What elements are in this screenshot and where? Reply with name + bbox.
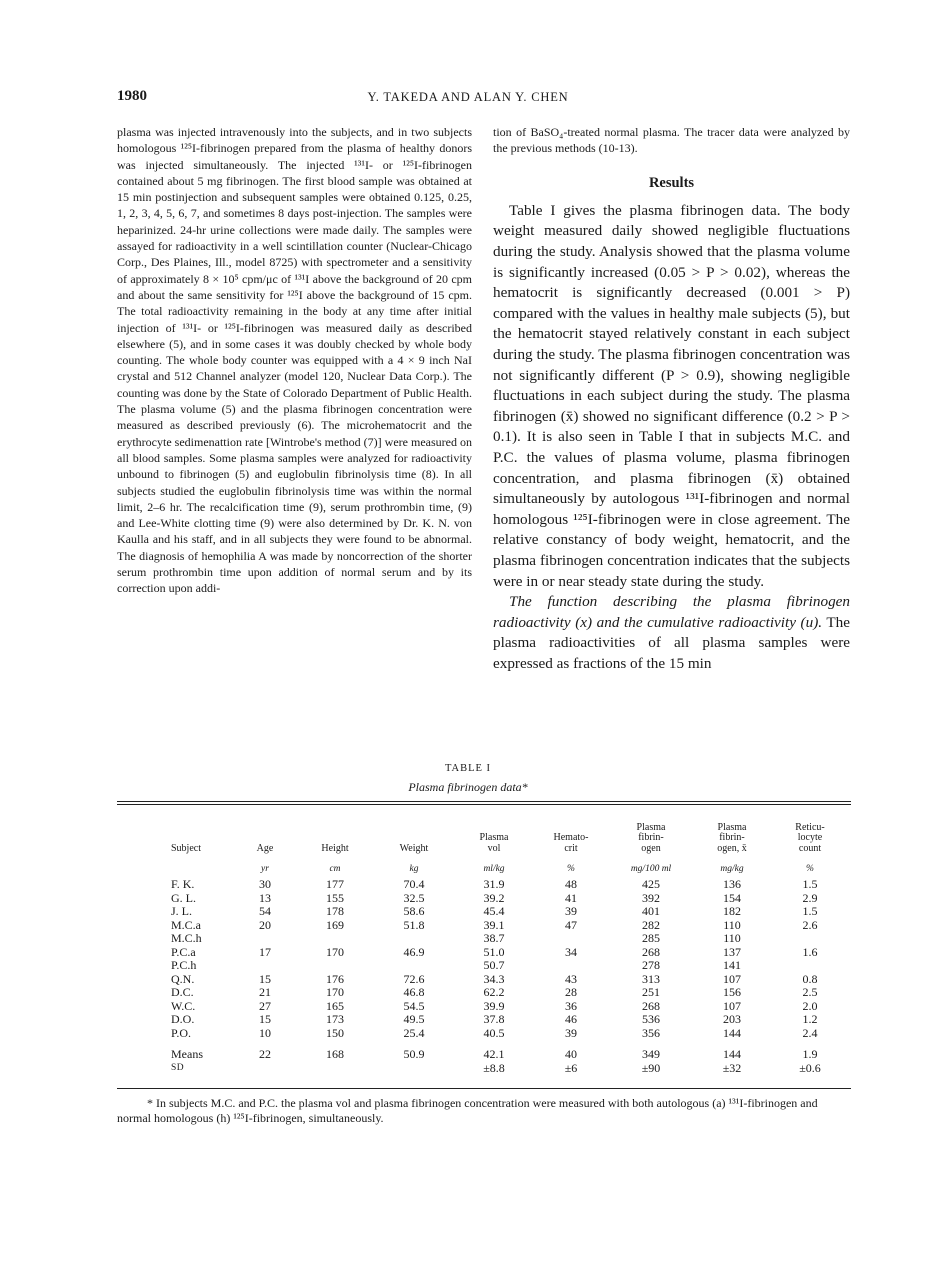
table-cell: 2.6	[802, 917, 818, 932]
plasma-fibrinogen-table	[117, 812, 851, 1075]
column-header-line: Plasma	[717, 821, 747, 833]
table-cell: 313	[642, 971, 660, 986]
units-row	[117, 854, 851, 878]
column-header-line: Weight	[399, 842, 429, 854]
table-cell: ±8.8	[483, 1060, 505, 1075]
table-cell: 41	[565, 890, 577, 905]
table-cell: Means	[171, 1047, 203, 1061]
column-header-line: vol	[487, 842, 501, 854]
table-top-rule	[117, 801, 851, 802]
column-header-line: Reticu-	[795, 821, 825, 833]
table-cell: ±90	[641, 1060, 661, 1075]
table-cell: 168	[326, 1047, 344, 1061]
table-cell: 39.9	[483, 998, 505, 1013]
table-row	[117, 959, 851, 973]
column-header-line: Age	[256, 842, 274, 854]
table-cell	[535, 932, 607, 946]
table-cell: 144	[723, 1047, 741, 1061]
table-cell: 356	[642, 1025, 660, 1040]
table-cell: 13	[259, 890, 271, 905]
table-cell	[375, 932, 453, 946]
table-cell: 137	[723, 944, 741, 959]
table-cell: 178	[326, 904, 344, 918]
sd-row	[117, 1062, 851, 1076]
table-cell	[295, 932, 375, 946]
right-column	[493, 124, 850, 675]
table-cell: 48	[565, 877, 577, 891]
table-cell: 37.8	[483, 1012, 505, 1026]
table-cell	[235, 1062, 295, 1076]
table-cell: 2.4	[802, 1025, 818, 1040]
table-cell: kg	[409, 863, 419, 874]
table-cell: 27	[259, 998, 271, 1013]
table-cell: 1.5	[802, 877, 818, 891]
column-header-line: fibrin-	[638, 832, 664, 843]
table-cell: 401	[642, 904, 660, 918]
paragraph-text: The plasma radioactivities of all plasma samples were expressed as fractions of the 15 min	[493, 613, 850, 672]
table-cell: 10	[259, 1025, 271, 1040]
left-paragraph: plasma was injected intravenously into the subjects, and in two subjects homologous ¹²⁵I-fibrinogen prepared from the plasma of healthy donors was injected simultaneously. The injected ¹³¹I- or ¹²⁵I-fibrinogen contained about 5 mg fibrinogen. The first blood sample was obtained at 15 min postinjection and subsequent samples were obtained 0.125, 0.25, 1, 2, 3, 4, 5, 6, 7, and sometimes 8 days post-injection. The samples were heparinized. 24-hr urine collections were made daily. The samples were assayed for radioactivity in a well scintillation counter (Nuclear-Chicago Corp., Des Plaines, Ill., model 8725) with spectrometer and a sensitivity of approximately 8 × 10⁵ cpm/μc of ¹³¹I above the background of 20 cpm and about the same sensitivity for ¹²⁵I above the background of 15 cpm. The total radioactivity remaining in the body at any time after initial injection of ¹³¹I- or ¹²⁵I-fibrinogen was measured daily as described elsewhere (5), and in some cases it was doubly checked by whole body counting. The whole body counter was equipped with a 4 × 9 inch NaI crystal and 512 Channel analyzer (model 120, Nuclear Data Corp.). The counting was done by the State of Colorado Department of Public Health. The plasma volume (5) and the plasma fibrinogen concentration were measured as described previously (6). The microhematocrit and the erythrocyte sedimenattion rate [Wintrobe's method (7)] were measured on all blood samples. Some plasma samples were analyzed for radioactivity unbound to fibrinogen (5) and euglobulin fibrinolysis time (8). In all subjects studied the euglobulin fibrinolysis time was within the normal limit, 2–6 hr. The recalcification time (9), serum prothrombin time, (9) and Lee-White clotting time (9) were also determined by Dr. K. N. von Kaulla and his staff, and in all subjects they were found to be abnormal. The diagnosis of hemophilia A was made by noncorrection of the shorter serum prothrombin time upon addition of normal serum and by its correction upon addi-	[117, 125, 472, 596]
column-header	[295, 812, 375, 854]
column-header-line: ogen, x̄	[717, 842, 747, 854]
table-cell: 51.0	[483, 944, 505, 959]
column-header-line: locyte	[797, 832, 823, 843]
table-cell: 173	[326, 1012, 344, 1026]
table-cell: 28	[565, 985, 577, 999]
table-cell: 536	[642, 1012, 660, 1026]
table-cell: 2.0	[802, 998, 818, 1013]
table-cell: 154	[723, 890, 741, 905]
section-title-results: Results	[648, 174, 695, 191]
table-cell: 34.3	[483, 971, 505, 986]
table-cell: ±0.6	[799, 1060, 821, 1075]
table-cell: 170	[326, 944, 344, 959]
table-cell: 47	[565, 917, 577, 932]
table-cell: D.C.	[171, 985, 194, 999]
table-row	[117, 932, 851, 946]
table-cell: 2.5	[802, 985, 818, 999]
table-cell: 17	[259, 944, 271, 959]
table-cell: 46.9	[403, 944, 425, 959]
column-header-line: crit	[564, 842, 578, 854]
table-cell	[769, 959, 851, 973]
table-cell: 107	[723, 971, 741, 986]
column-header-line: Height	[321, 842, 349, 854]
table-cell: 150	[326, 1025, 344, 1040]
column-header	[453, 812, 535, 854]
table-cell: M.C.h	[171, 931, 202, 945]
table-row	[117, 892, 851, 906]
table-cell: 0.8	[802, 971, 818, 986]
table-row	[117, 946, 851, 960]
table-cell: 21	[259, 985, 271, 999]
column-header	[695, 812, 769, 854]
table-cell: 70.4	[403, 877, 425, 891]
table-cell: G. L.	[171, 890, 196, 905]
table-cell: 50.9	[403, 1047, 425, 1061]
table-cell: 1.6	[802, 944, 818, 959]
table-cell: 15	[259, 1012, 271, 1026]
table-cell: 72.6	[403, 971, 425, 986]
means-row	[117, 1048, 851, 1062]
column-header	[375, 812, 453, 854]
table-row	[117, 1000, 851, 1014]
table-top-rule-2	[117, 804, 851, 805]
table-cell: yr	[261, 863, 269, 874]
table-body	[117, 854, 851, 1075]
table-cell: 136	[723, 877, 741, 891]
column-header-line: ogen	[641, 842, 661, 854]
table-cell: 349	[642, 1047, 660, 1061]
results-paragraph-2	[493, 592, 850, 674]
table-cell: F. K.	[171, 877, 195, 891]
table-cell: SD	[171, 1062, 185, 1073]
table-cell: 46.8	[403, 985, 425, 999]
table-cell: 49.5	[403, 1012, 425, 1026]
table-cell: 58.6	[403, 904, 425, 918]
table-label: TABLE I	[444, 763, 492, 774]
table-cell: 38.7	[483, 931, 505, 945]
table-cell: 40	[565, 1047, 577, 1061]
table-cell: 392	[642, 890, 660, 905]
table-cell: 42.1	[483, 1047, 505, 1061]
column-header-line: Plasma	[636, 821, 666, 833]
column-header	[769, 812, 851, 854]
table-cell: 22	[259, 1047, 271, 1061]
table-caption: Plasma fibrinogen data*	[408, 780, 528, 794]
table-cell: %	[567, 863, 575, 874]
table-row	[117, 919, 851, 933]
table-cell: ml/kg	[483, 863, 505, 874]
table-cell: 39	[565, 904, 577, 918]
table-row	[117, 1013, 851, 1027]
table-cell: 282	[642, 917, 660, 932]
page-number: 1980	[117, 88, 147, 104]
table-cell: 107	[723, 998, 741, 1013]
column-header	[235, 812, 295, 854]
table-cell: 43	[565, 971, 577, 986]
table-cell: 251	[642, 985, 660, 999]
table-header-row	[117, 812, 851, 854]
table-cell: 425	[642, 877, 660, 891]
table-cell	[535, 959, 607, 973]
table-cell: 51.8	[403, 917, 425, 932]
table-row	[117, 1027, 851, 1041]
table-cell: 203	[723, 1012, 741, 1026]
table-cell	[117, 854, 235, 878]
table-cell: 110	[723, 931, 741, 945]
right-continuation: tion of BaSO₄-treated normal plasma. The tracer data were analyzed by the previous methods (10-13).	[493, 125, 850, 156]
table-cell: 268	[642, 998, 660, 1013]
table-cell: P.C.h	[171, 958, 197, 972]
table-cell: P.C.a	[171, 944, 196, 959]
table-row	[117, 878, 851, 892]
table-cell: 31.9	[483, 877, 505, 891]
table-cell: %	[806, 863, 814, 874]
column-header	[117, 812, 235, 854]
table-cell: 177	[326, 877, 344, 891]
table-cell: 54	[259, 904, 271, 918]
table-cell: 39	[565, 1025, 577, 1040]
table-cell	[295, 1062, 375, 1076]
table-cell: 144	[723, 1025, 741, 1040]
table-cell: 169	[326, 917, 344, 932]
table-cell: 176	[326, 971, 344, 986]
column-header	[535, 812, 607, 854]
table-cell: 141	[723, 958, 741, 972]
table-cell: 182	[723, 904, 741, 918]
table-cell: 54.5	[403, 998, 425, 1013]
table-cell: 62.2	[483, 985, 505, 999]
table-cell: P.O.	[171, 1025, 192, 1040]
table-footnote: * In subjects M.C. and P.C. the plasma vol and plasma fibrinogen concentration were measured with both autologous (a) ¹³¹I-fibrinogen and normal homologous (h) ¹²⁵I-fibrinogen, simultaneously.	[117, 1096, 818, 1125]
paragraph-lead: The function describing the plasma fibrinogen radioactivity (x) and the cumulative radioactivity (u).	[493, 593, 850, 631]
table-cell: 20	[259, 917, 271, 932]
table-cell: 165	[326, 998, 344, 1013]
table-row	[117, 905, 851, 919]
table-cell: D.O.	[171, 1012, 195, 1026]
table-cell: 39.2	[483, 890, 505, 905]
table-cell: 268	[642, 944, 660, 959]
table-cell: 30	[259, 877, 271, 891]
table-cell: 278	[642, 958, 660, 972]
table-cell: cm	[329, 863, 341, 874]
table-row	[117, 973, 851, 987]
table-cell: 1.9	[802, 1047, 818, 1061]
table-bottom-rule	[117, 1088, 851, 1089]
table-cell	[235, 959, 295, 973]
column-header-line: Plasma	[479, 832, 509, 843]
table-cell: 156	[723, 985, 741, 999]
table-cell: 40.5	[483, 1025, 505, 1040]
table-cell	[375, 959, 453, 973]
column-header-line: fibrin-	[719, 832, 745, 843]
table-cell: 50.7	[483, 958, 505, 972]
column-header-line: Hemato-	[553, 832, 589, 843]
table-cell: 170	[326, 985, 344, 999]
table-cell: 1.5	[802, 904, 818, 918]
table-cell: mg/kg	[720, 863, 744, 874]
results-paragraph-1: Table I gives the plasma fibrinogen data. The body weight measured daily showed negligible fluctuations during the study. Analysis showed that the plasma volume is significantly increased (0.05 > P > 0.02), whereas the hematocrit is significantly decreased (0.001 > P) compared with the values in healthy male subjects (5), but the hematocrit stayed relatively constant in each subject during the study. The plasma fibrinogen concentration was not significantly different (P > 0.9), showing negligible fluctuations in each subject during the study. The plasma fibrinogen (x̄) showed no significant difference (0.2 > P > 0.1). It is also seen in Table I that in subjects M.C. and P.C. the values of plasma volume, plasma fibrinogen concentration, and plasma fibrinogen (x̄) obtained simultaneously by autologous ¹³¹I-fibrinogen and normal homologous ¹²⁵I-fibrinogen were in close agreement. The relative constancy of body weight, hematocrit, and the plasma fibrinogen concentration indicates that the subjects were in or near steady state during the study.	[493, 201, 850, 590]
table-cell: 25.4	[403, 1025, 425, 1040]
table-cell: mg/100 ml	[630, 863, 672, 874]
column-header	[607, 812, 695, 854]
table-cell	[769, 932, 851, 946]
table-cell: 45.4	[483, 904, 505, 918]
table-cell: 285	[642, 931, 660, 945]
table-cell: 15	[259, 971, 271, 986]
table-cell: ±32	[722, 1060, 742, 1075]
table-cell: 110	[723, 917, 741, 932]
table-cell	[235, 932, 295, 946]
running-head: Y. TAKEDA AND ALAN Y. CHEN	[367, 90, 569, 104]
left-column	[117, 124, 472, 597]
column-header-line: count	[798, 842, 822, 854]
table-cell: J. L.	[171, 904, 192, 918]
column-header-line: Subject	[171, 842, 201, 854]
table-cell: 46	[565, 1012, 577, 1026]
table-cell: 36	[565, 998, 577, 1013]
table-cell	[295, 959, 375, 973]
table-cell: 32.5	[403, 890, 425, 905]
table-cell: Q.N.	[171, 971, 195, 986]
table-cell: 155	[326, 890, 344, 905]
table-cell: 1.2	[802, 1012, 818, 1026]
table-cell	[375, 1062, 453, 1076]
table-cell: 34	[565, 944, 577, 959]
table-cell: 39.1	[483, 917, 505, 932]
table-cell: M.C.a	[171, 917, 201, 932]
table-cell: W.C.	[171, 998, 196, 1013]
table-row	[117, 986, 851, 1000]
table-cell: 2.9	[802, 890, 818, 905]
table-cell: ±6	[564, 1060, 578, 1075]
